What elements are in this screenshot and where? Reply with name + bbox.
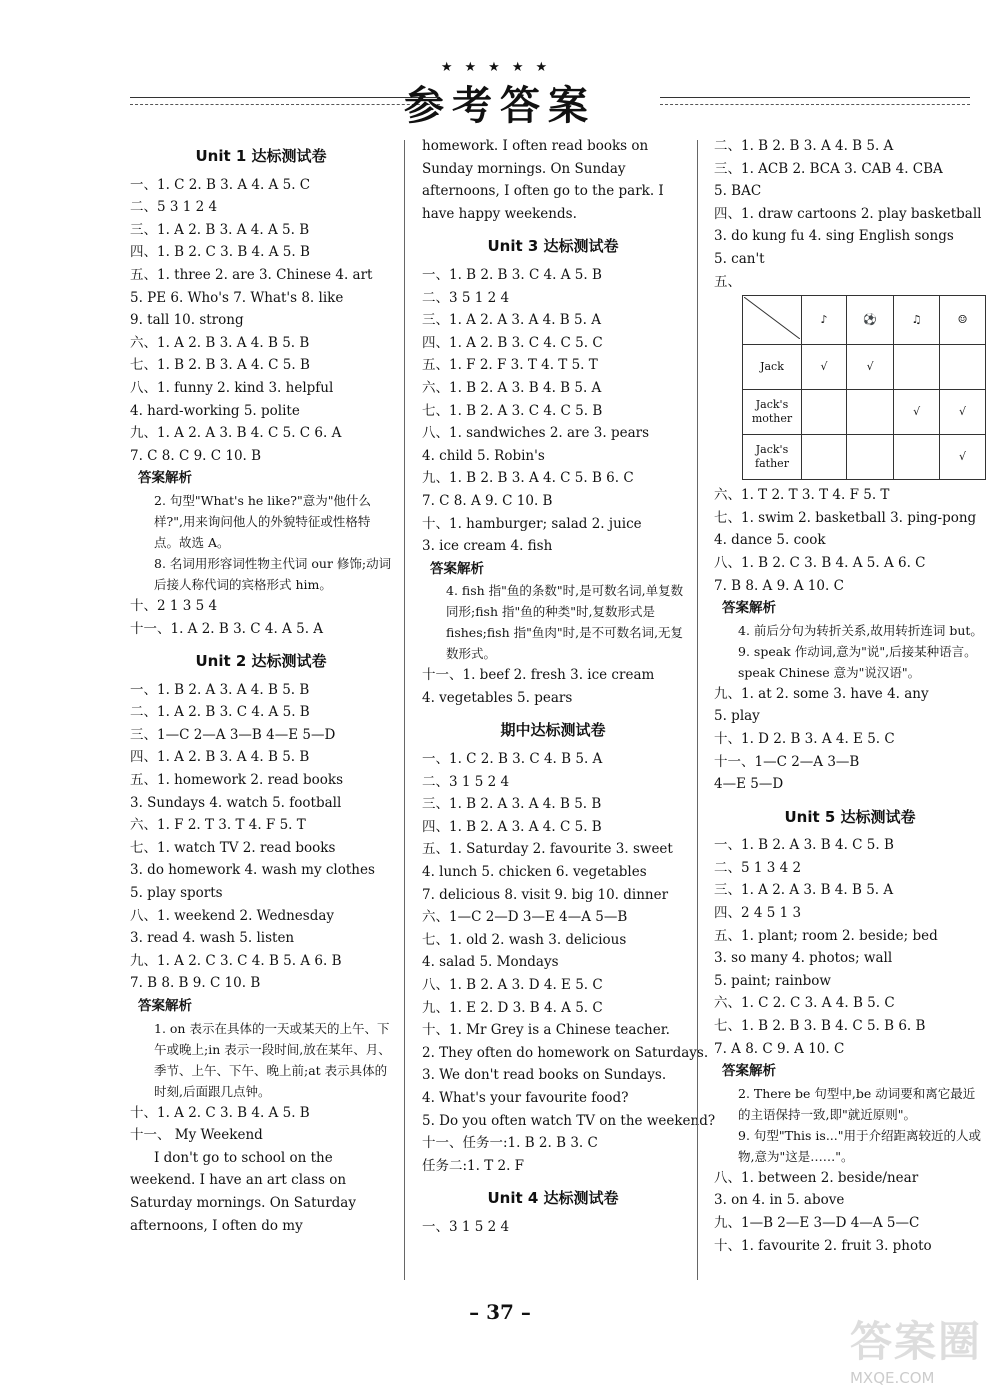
answer-line: 四、1. B 2. C 3. B 4. A 5. B (130, 244, 310, 261)
answer-line: 二、1. A 2. B 3. C 4. A 5. B (130, 704, 310, 721)
page-header (0, 0, 1000, 130)
answer-line: 八、1. funny 2. kind 3. helpful (130, 379, 334, 396)
answer-line: 一、1. B 2. A 3. A 4. B 5. B (130, 681, 310, 698)
answer-line: 4. salad 5. Mondays (422, 954, 559, 971)
answer-line: 十、1. A 2. C 3. B 4. A 5. B (130, 1104, 310, 1121)
answer-line: 任务二:1. T 2. F (422, 1157, 525, 1174)
answer-line: 三、1. A 2. B 3. A 4. A 5. B (130, 221, 310, 238)
answer-line: 7. B 8. A 9. A 10. C (714, 577, 844, 594)
page-title: 参考答案 (404, 83, 596, 129)
answer-line: 5. play (714, 708, 760, 725)
activity-icon: ♪ (802, 296, 847, 345)
answer-line: 九、1. A 2. A 3. B 4. C 5. C 6. A (130, 425, 342, 442)
answer-line: 十、1. D 2. B 3. A 4. E 5. C (714, 730, 895, 747)
answer-line: 五、1. Saturday 2. favourite 3. sweet (422, 841, 673, 858)
analysis-heading: 答案解析 (138, 998, 192, 1014)
answer-line: 四、2 4 5 1 3 (714, 905, 802, 922)
answer-line: 七、1. B 2. B 3. A 4. C 5. B (130, 357, 310, 374)
answer-line: 5. BAC (714, 183, 762, 200)
answer-line: 七、1. old 2. wash 3. delicious (422, 931, 627, 948)
analysis-text: 4. 前后分句为转折关系,故用转折连词 but。 (738, 622, 983, 638)
column-1 (130, 135, 392, 1237)
answer-line: 十、2 1 3 5 4 (130, 597, 218, 614)
answer-line: 7. B 8. B 9. C 10. B (130, 975, 261, 992)
answer-line: 七、1. swim 2. basketball 3. ping-pong (714, 509, 977, 526)
answer-line: 一、1. B 2. B 3. C 4. A 5. B (422, 266, 602, 283)
answer-line: 一、1. C 2. B 3. C 4. B 5. A (422, 751, 603, 768)
answer-line: 九、1—B 2—E 3—D 4—A 5—C (714, 1215, 920, 1231)
answer-line: 七、1. B 2. B 3. B 4. C 5. B 6. B (714, 1018, 926, 1035)
answer-line: 八、1. between 2. beside/near (714, 1169, 919, 1186)
answer-line: 5. Do you often watch TV on the weekend? (422, 1112, 716, 1129)
check-cell: √ (940, 390, 986, 435)
stars-decoration: ★★★★★ (440, 60, 560, 75)
answer-line: 五、 (714, 273, 741, 290)
analysis-heading: 答案解析 (138, 470, 192, 487)
check-cell (847, 435, 894, 480)
check-cell (894, 345, 940, 390)
analysis-heading: 答案解析 (722, 1063, 776, 1080)
answer-line: 六、1—C 2—D 3—E 4—A 5—B (422, 909, 628, 926)
answer-line: 7. A 8. C 9. A 10. C (714, 1040, 845, 1057)
table-row (743, 345, 986, 390)
watermark-url: MXQE.COM (849, 1369, 935, 1387)
analysis-text: 2. 句型"What's he like?"意为"他什么样?",用来询问他人的外貌特征或性格特点。故选 A。 (154, 492, 371, 550)
answer-line: 四、1. A 2. B 3. A 4. B 5. B (130, 749, 310, 766)
diagonal-line (744, 297, 800, 339)
answer-line: 二、3 1 5 2 4 (422, 773, 510, 790)
check-cell (802, 390, 847, 435)
answer-line: 3. We don't read books on Sundays. (422, 1067, 667, 1084)
table-row (743, 435, 986, 480)
answer-line: 六、1. B 2. A 3. B 4. B 5. A (422, 379, 602, 396)
essay-paragraph: I don't go to school on the weekend. I have an art class on Saturday mornings. On Saturday afternoons, I often do my (130, 1149, 356, 1234)
answer-line: 七、1. B 2. A 3. C 4. C 5. B (422, 402, 603, 419)
answer-line: 5. paint; rainbow (714, 972, 831, 989)
activity-icon: ⚽ (847, 296, 894, 345)
answer-line: 3. Sundays 4. watch 5. football (130, 794, 342, 811)
answer-line: 一、1. C 2. B 3. A 4. A 5. C (130, 176, 311, 193)
watermark-logo: 答案圈 (849, 1317, 982, 1366)
activity-icon: ♫ (894, 296, 940, 345)
answer-line: 十、1. Mr Grey is a Chinese teacher. (422, 1022, 670, 1039)
column-divider (404, 140, 405, 1280)
answer-line: 4. child 5. Robin's (422, 447, 545, 464)
analysis-heading: 答案解析 (722, 600, 776, 617)
analysis-text: 8. 名词用形容词性物主代词 our 修饰;动词后接人称代词的宾格形式 him。 (154, 555, 392, 592)
section-heading: Unit 4 达标测试卷 (487, 1189, 619, 1208)
check-cell: √ (847, 345, 894, 390)
answer-line: 9. tall 10. strong (130, 312, 244, 329)
answer-line: 十一、 My Weekend (130, 1127, 263, 1144)
answer-line: 六、1. C 2. C 3. A 4. B 5. C (714, 995, 895, 1012)
answer-line: 2. They often do homework on Saturdays. (422, 1044, 709, 1061)
answer-line: 十、1. hamburger; salad 2. juice (422, 515, 642, 532)
answer-line: 7. C 8. A 9. C 10. B (422, 492, 553, 509)
check-cell: √ (894, 390, 940, 435)
section-heading: 期中达标测试卷 (500, 721, 606, 740)
section-heading: Unit 2 达标测试卷 (195, 652, 327, 671)
answer-line: 3. so many 4. photos; wall (714, 950, 893, 967)
check-cell (940, 345, 986, 390)
answer-line: 3. read 4. wash 5. listen (130, 930, 295, 947)
check-cell (802, 435, 847, 480)
section-heading: Unit 3 达标测试卷 (487, 237, 619, 256)
check-cell: √ (940, 435, 986, 480)
column-2 (422, 135, 716, 1239)
table-row (743, 390, 986, 435)
answer-line: 九、1. E 2. D 3. B 4. A 5. C (422, 999, 603, 1016)
section-heading: Unit 1 达标测试卷 (195, 147, 327, 165)
answer-line: 二、5 1 3 4 2 (714, 859, 802, 876)
analysis-text: 1. on 表示在具体的一天或某天的上午、下午或晚上;in 表示一段时间,放在某年、月、季节、上午、下午、晚上前;at 表示具体的时刻,后面跟几点钟。 (154, 1020, 391, 1099)
analysis-text: 4. fish 指"鱼的条数"时,是可数名词,单复数同形;fish 指"鱼的种类"时,复数形式是 fishes;fish 指"鱼肉"时,是不可数名词,无复数形式。 (446, 583, 684, 662)
answer-line: 九、1. at 2. some 3. have 4. any (714, 685, 929, 702)
check-cell (894, 435, 940, 480)
answer-line: 四、1. B 2. A 3. A 4. C 5. B (422, 818, 602, 835)
answer-line: 七、1. watch TV 2. read books (130, 839, 336, 856)
answer-line: 六、1. F 2. T 3. T 4. F 5. T (130, 817, 306, 834)
person-name: Jack's father (743, 435, 802, 480)
answer-line: 4. vegetables 5. pears (422, 689, 573, 706)
watermark (850, 1309, 982, 1387)
answer-line: 三、1. A 2. A 3. A 4. B 5. A (422, 312, 601, 329)
answer-line: 四、1. A 2. B 3. C 4. C 5. C (422, 334, 603, 351)
person-name: Jack (743, 345, 802, 390)
answer-line: 十一、任务一:1. B 2. B 3. C (422, 1135, 598, 1152)
answer-line: 一、1. B 2. A 3. B 4. C 5. B (714, 837, 894, 854)
answer-line: 5. can't (714, 250, 765, 267)
answer-line: 四、1. draw cartoons 2. play basketball (714, 205, 982, 222)
answer-line: 五、1. plant; room 2. beside; bed (714, 927, 938, 944)
answer-line: 7. C 8. C 9. C 10. B (130, 447, 262, 464)
answer-line: 十一、1. beef 2. fresh 3. ice cream (422, 667, 655, 684)
answer-line: 4. dance 5. cook (714, 532, 826, 549)
answer-line: 4. hard-working 5. polite (130, 402, 300, 419)
table-corner (743, 296, 802, 345)
analysis-text: 9. speak 作动词,意为"说",后接某种语言。speak Chinese 意为"说汉语"。 (738, 643, 977, 680)
analysis-heading: 答案解析 (430, 560, 484, 577)
answer-line: 六、1. A 2. B 3. A 4. B 5. B (130, 334, 310, 351)
section-heading: Unit 5 达标测试卷 (784, 807, 916, 826)
answer-line: 4. lunch 5. chicken 6. vegetables (422, 864, 647, 881)
answer-line: 3. on 4. in 5. above (714, 1192, 845, 1209)
essay-paragraph: homework. I often read books on Sunday mornings. On Sunday afternoons, I often go to the park. I have happy weekends. (422, 138, 664, 222)
answer-line: 三、1—C 2—A 3—B 4—E 5—D (130, 726, 336, 743)
answer-line: 五、1. F 2. F 3. T 4. T 5. T (422, 357, 598, 374)
answer-line: 三、1. B 2. A 3. A 4. B 5. B (422, 796, 602, 813)
check-cell: √ (802, 345, 847, 390)
answer-line: 八、1. B 2. A 3. D 4. E 5. C (422, 977, 603, 993)
answer-line: 三、1. A 2. A 3. B 4. B 5. A (714, 882, 894, 899)
answer-line: 八、1. weekend 2. Wednesday (130, 907, 335, 924)
column-3 (714, 135, 986, 1257)
answer-line: 4—E 5—D (714, 776, 784, 793)
answer-table (742, 295, 986, 480)
analysis-text: 2. There be 句型中,be 动词要和离它最近的主语保持一致,即"就近原则"。 (738, 1085, 976, 1122)
answer-line: 五、1. three 2. are 3. Chinese 4. art (130, 266, 373, 283)
answer-line: 5. play sports (130, 885, 223, 902)
answer-line: 4. What's your favourite food? (422, 1089, 629, 1106)
person-name: Jack's mother (743, 390, 802, 435)
answer-line: 十、1. favourite 2. fruit 3. photo (714, 1237, 932, 1254)
answer-line: 一、3 1 5 2 4 (422, 1218, 510, 1235)
answer-line: 二、5 3 1 2 4 (130, 199, 218, 216)
answer-line: 二、1. B 2. B 3. A 4. B 5. A (714, 138, 894, 154)
answer-line: 三、1. ACB 2. BCA 3. CAB 4. CBA (714, 160, 943, 177)
answer-line: 六、1. T 2. T 3. T 4. F 5. T (714, 487, 890, 504)
check-cell (847, 390, 894, 435)
column-divider (697, 140, 698, 1280)
answer-line: 十一、1. A 2. B 3. C 4. A 5. A (130, 620, 324, 637)
answer-line: 二、3 5 1 2 4 (422, 289, 510, 306)
answer-line: 八、1. sandwiches 2. are 3. pears (422, 425, 650, 442)
answer-line: 7. delicious 8. visit 9. big 10. dinner (422, 886, 669, 903)
answer-line: 五、1. homework 2. read books (130, 772, 343, 789)
activity-icon: ☺ (940, 296, 986, 345)
answer-line: 九、1. A 2. C 3. C 4. B 5. A 6. B (130, 952, 342, 969)
answer-line: 3. do kung fu 4. sing English songs (714, 228, 954, 245)
page-number: – 37 – (469, 1300, 531, 1324)
analysis-text: 9. 句型"This is..."用于介绍距离较近的人或物,意为"这是……"。 (738, 1127, 982, 1164)
answer-line: 5. PE 6. Who's 7. What's 8. like (130, 289, 344, 306)
answer-line: 九、1. B 2. B 3. A 4. C 5. B 6. C (422, 470, 634, 487)
answer-line: 八、1. B 2. C 3. B 4. A 5. A 6. C (714, 554, 926, 571)
answer-line: 3. do homework 4. wash my clothes (130, 862, 375, 879)
answer-line: 3. ice cream 4. fish (422, 538, 553, 555)
header-rule-right (660, 97, 970, 105)
answer-line: 十一、1—C 2—A 3—B (714, 753, 860, 770)
